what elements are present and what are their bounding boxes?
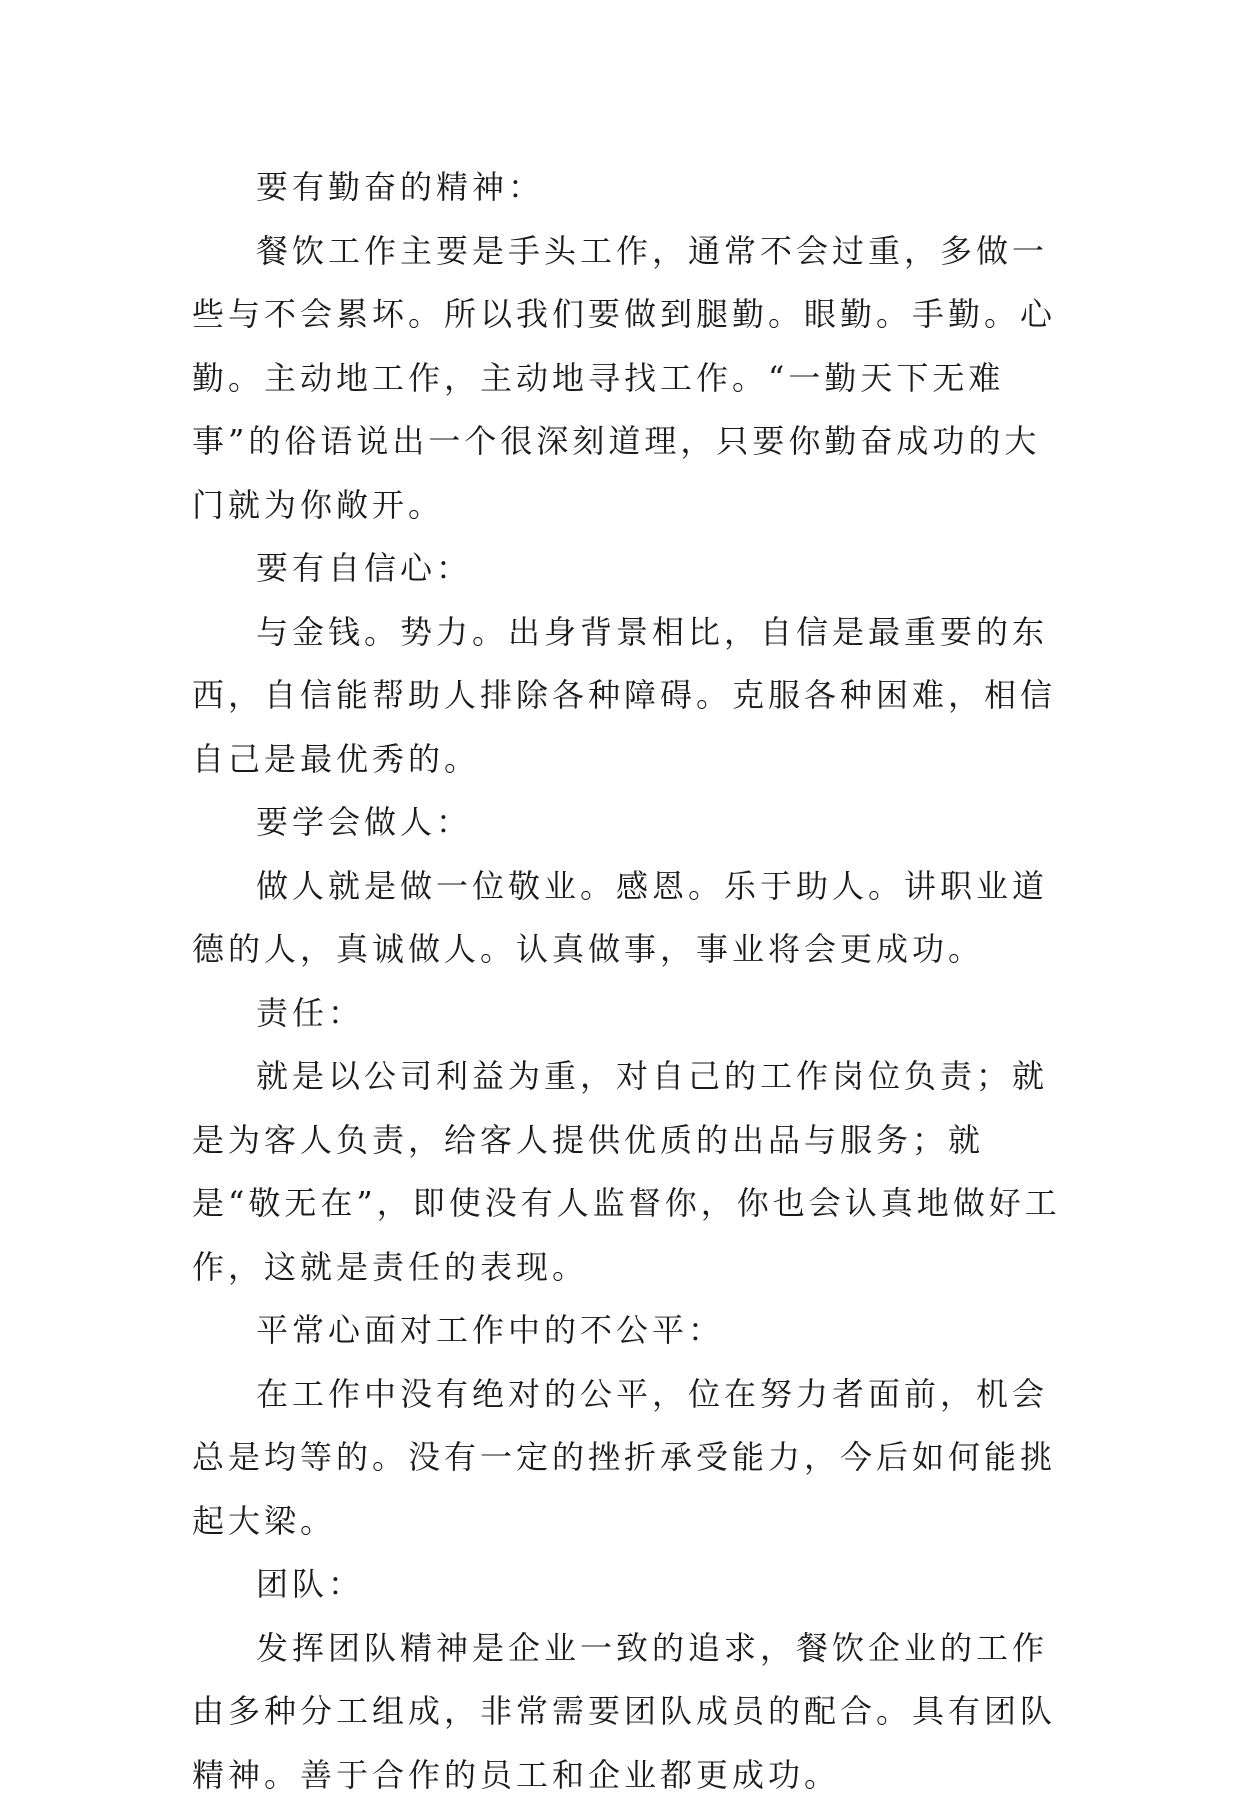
heading-being-a-person: 要学会做人： [192,791,1072,855]
paragraph-team: 发挥团队精神是企业一致的追求，餐饮企业的工作由多种分工组成，非常需要团队成员的配合。具有团队精神。善于合作的员工和企业都更成功。 [192,1617,1072,1807]
heading-diligence: 要有勤奋的精神： [192,156,1072,220]
paragraph-confidence: 与金钱。势力。出身背景相比，自信是最重要的东西，自信能帮助人排除各种障碍。克服各种困难，相信自己是最优秀的。 [192,601,1072,792]
paragraph-diligence: 餐饮工作主要是手头工作，通常不会过重，多做一些与不会累坏。所以我们要做到腿勤。眼勤。手勤。心勤。主动地工作，主动地寻找工作。“一勤天下无难事”的俗语说出一个很深刻道理，只要你勤奋成功的大门就为你敞开。 [192,220,1072,538]
heading-fairness: 平常心面对工作中的不公平： [192,1299,1072,1363]
heading-confidence: 要有自信心： [192,537,1072,601]
document-body [192,156,1072,1807]
paragraph-responsibility: 就是以公司利益为重，对自己的工作岗位负责；就是为客人负责，给客人提供优质的出品与服务；就是“敬无在”，即使没有人监督你，你也会认真地做好工作，这就是责任的表现。 [192,1045,1072,1299]
paragraph-fairness: 在工作中没有绝对的公平，位在努力者面前，机会总是均等的。没有一定的挫折承受能力，今后如何能挑起大梁。 [192,1363,1072,1554]
heading-responsibility: 责任： [192,982,1072,1046]
paragraph-being-a-person: 做人就是做一位敬业。感恩。乐于助人。讲职业道德的人，真诚做人。认真做事，事业将会更成功。 [192,855,1072,982]
heading-team: 团队： [192,1553,1072,1617]
